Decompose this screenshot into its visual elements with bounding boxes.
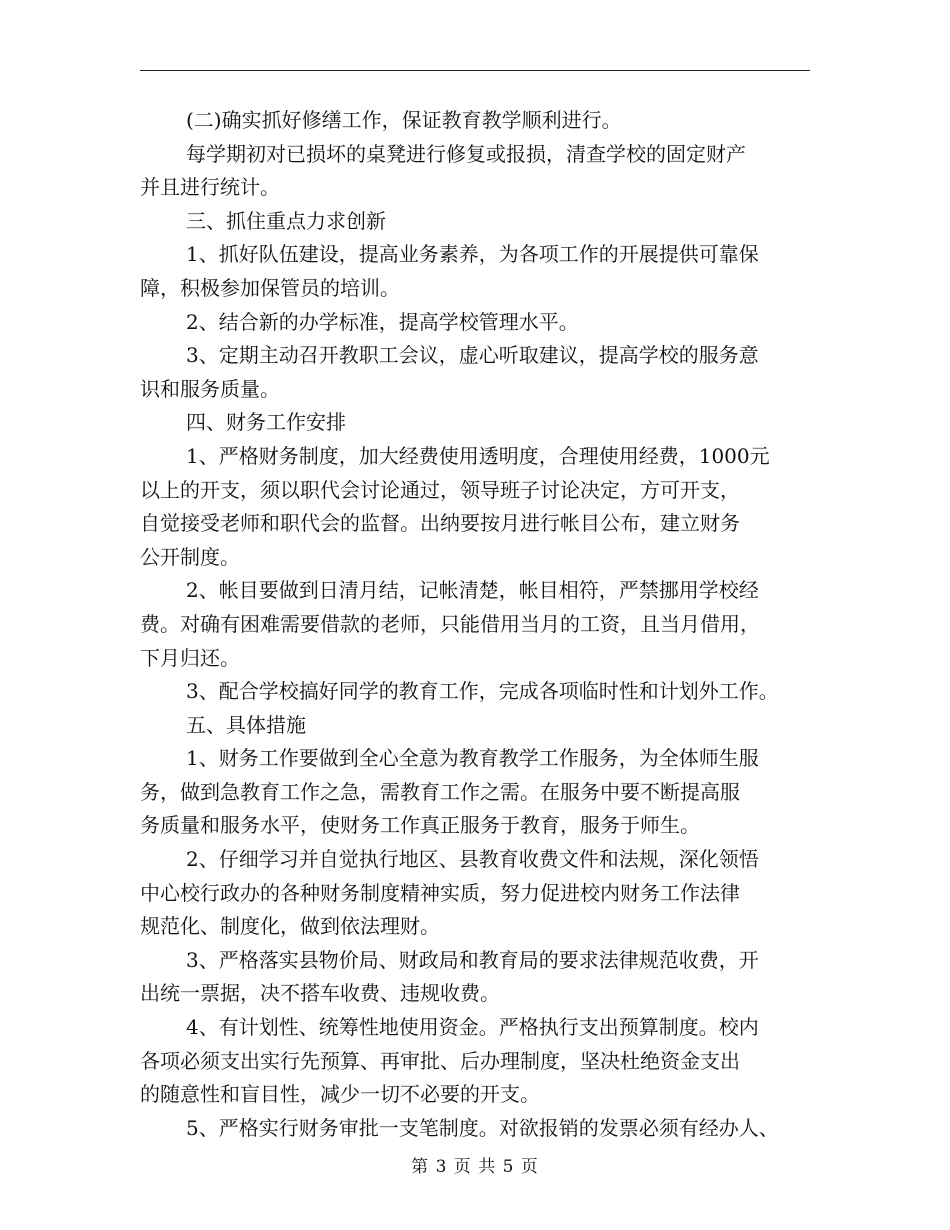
text-line: 费。对确有困难需要借款的老师，只能借用当月的工资，且当月借用， xyxy=(140,611,760,636)
text-line: 3、定期主动召开教职工会议，虚心听取建议，提高学校的服务意 xyxy=(186,343,759,368)
text-line: 四、财务工作安排 xyxy=(186,410,346,435)
text-line: 2、结合新的办学标准，提高学校管理水平。 xyxy=(186,309,579,334)
text-line: 三、抓住重点力求创新 xyxy=(186,208,386,233)
text-line: 务质量和服务水平，使财务工作真正服务于教育，服务于师生。 xyxy=(140,813,700,838)
text-line: 2、帐目要做到日清月结，记帐清楚，帐目相符，严禁挪用学校经 xyxy=(186,578,759,603)
text-line: 五、具体措施 xyxy=(186,712,306,737)
text-line: 公开制度。 xyxy=(140,544,240,569)
text-line: 每学期初对已损坏的桌凳进行修复或报损，清查学校的固定财产 xyxy=(186,141,746,166)
text-line: 中心校行政办的各种财务制度精神实质，努力促进校内财务工作法律 xyxy=(140,880,740,905)
text-line: 4、有计划性、统筹性地使用资金。严格执行支出预算制度。校内 xyxy=(186,1015,759,1040)
text-line: 5、严格实行财务审批一支笔制度。对欲报销的发票必须有经办人、 xyxy=(186,1115,779,1140)
text-line: 2、仔细学习并自觉执行地区、县教育收费文件和法规，深化领悟 xyxy=(186,847,759,872)
text-line: 规范化、制度化，做到依法理财。 xyxy=(140,914,440,939)
text-line: 的随意性和盲目性，减少一切不必要的开支。 xyxy=(140,1082,540,1107)
text-line: 务，做到急教育工作之急，需教育工作之需。在服务中要不断提高服 xyxy=(140,779,740,804)
text-line: 3、严格落实县物价局、财政局和教育局的要求法律规范收费，开 xyxy=(186,947,759,972)
page-number: 第 3 页 共 5 页 xyxy=(411,1157,539,1177)
text-line: 3、配合学校搞好同学的教育工作，完成各项临时性和计划外工作。 xyxy=(186,679,779,704)
text-line: (二)确实抓好修缮工作，保证教育教学顺利进行。 xyxy=(186,108,622,132)
text-line: 以上的开支，须以职代会讨论通过，领导班子讨论决定，方可开支， xyxy=(140,477,740,502)
text-line: 1、抓好队伍建设，提高业务素养，为各项工作的开展提供可靠保 xyxy=(186,242,759,267)
header-rule xyxy=(140,70,810,71)
text-line: 并且进行统计。 xyxy=(140,175,280,200)
text-line: 1、严格财务制度，加大经费使用透明度，合理使用经费，1000元 xyxy=(186,443,770,468)
text-line: 自觉接受老师和职代会的监督。出纳要按月进行帐目公布，建立财务 xyxy=(140,511,740,536)
text-line: 1、财务工作要做到全心全意为教育教学工作服务，为全体师生服 xyxy=(186,746,759,771)
text-line: 识和服务质量。 xyxy=(140,376,280,401)
text-line: 出统一票据，决不搭车收费、违规收费。 xyxy=(140,981,500,1006)
text-line: 各项必须支出实行先预算、再审批、后办理制度，坚决杜绝资金支出 xyxy=(140,1048,740,1073)
text-line: 下月归还。 xyxy=(140,645,240,670)
document-body xyxy=(140,104,830,1145)
text-line: 障，积极参加保管员的培训。 xyxy=(140,275,400,300)
